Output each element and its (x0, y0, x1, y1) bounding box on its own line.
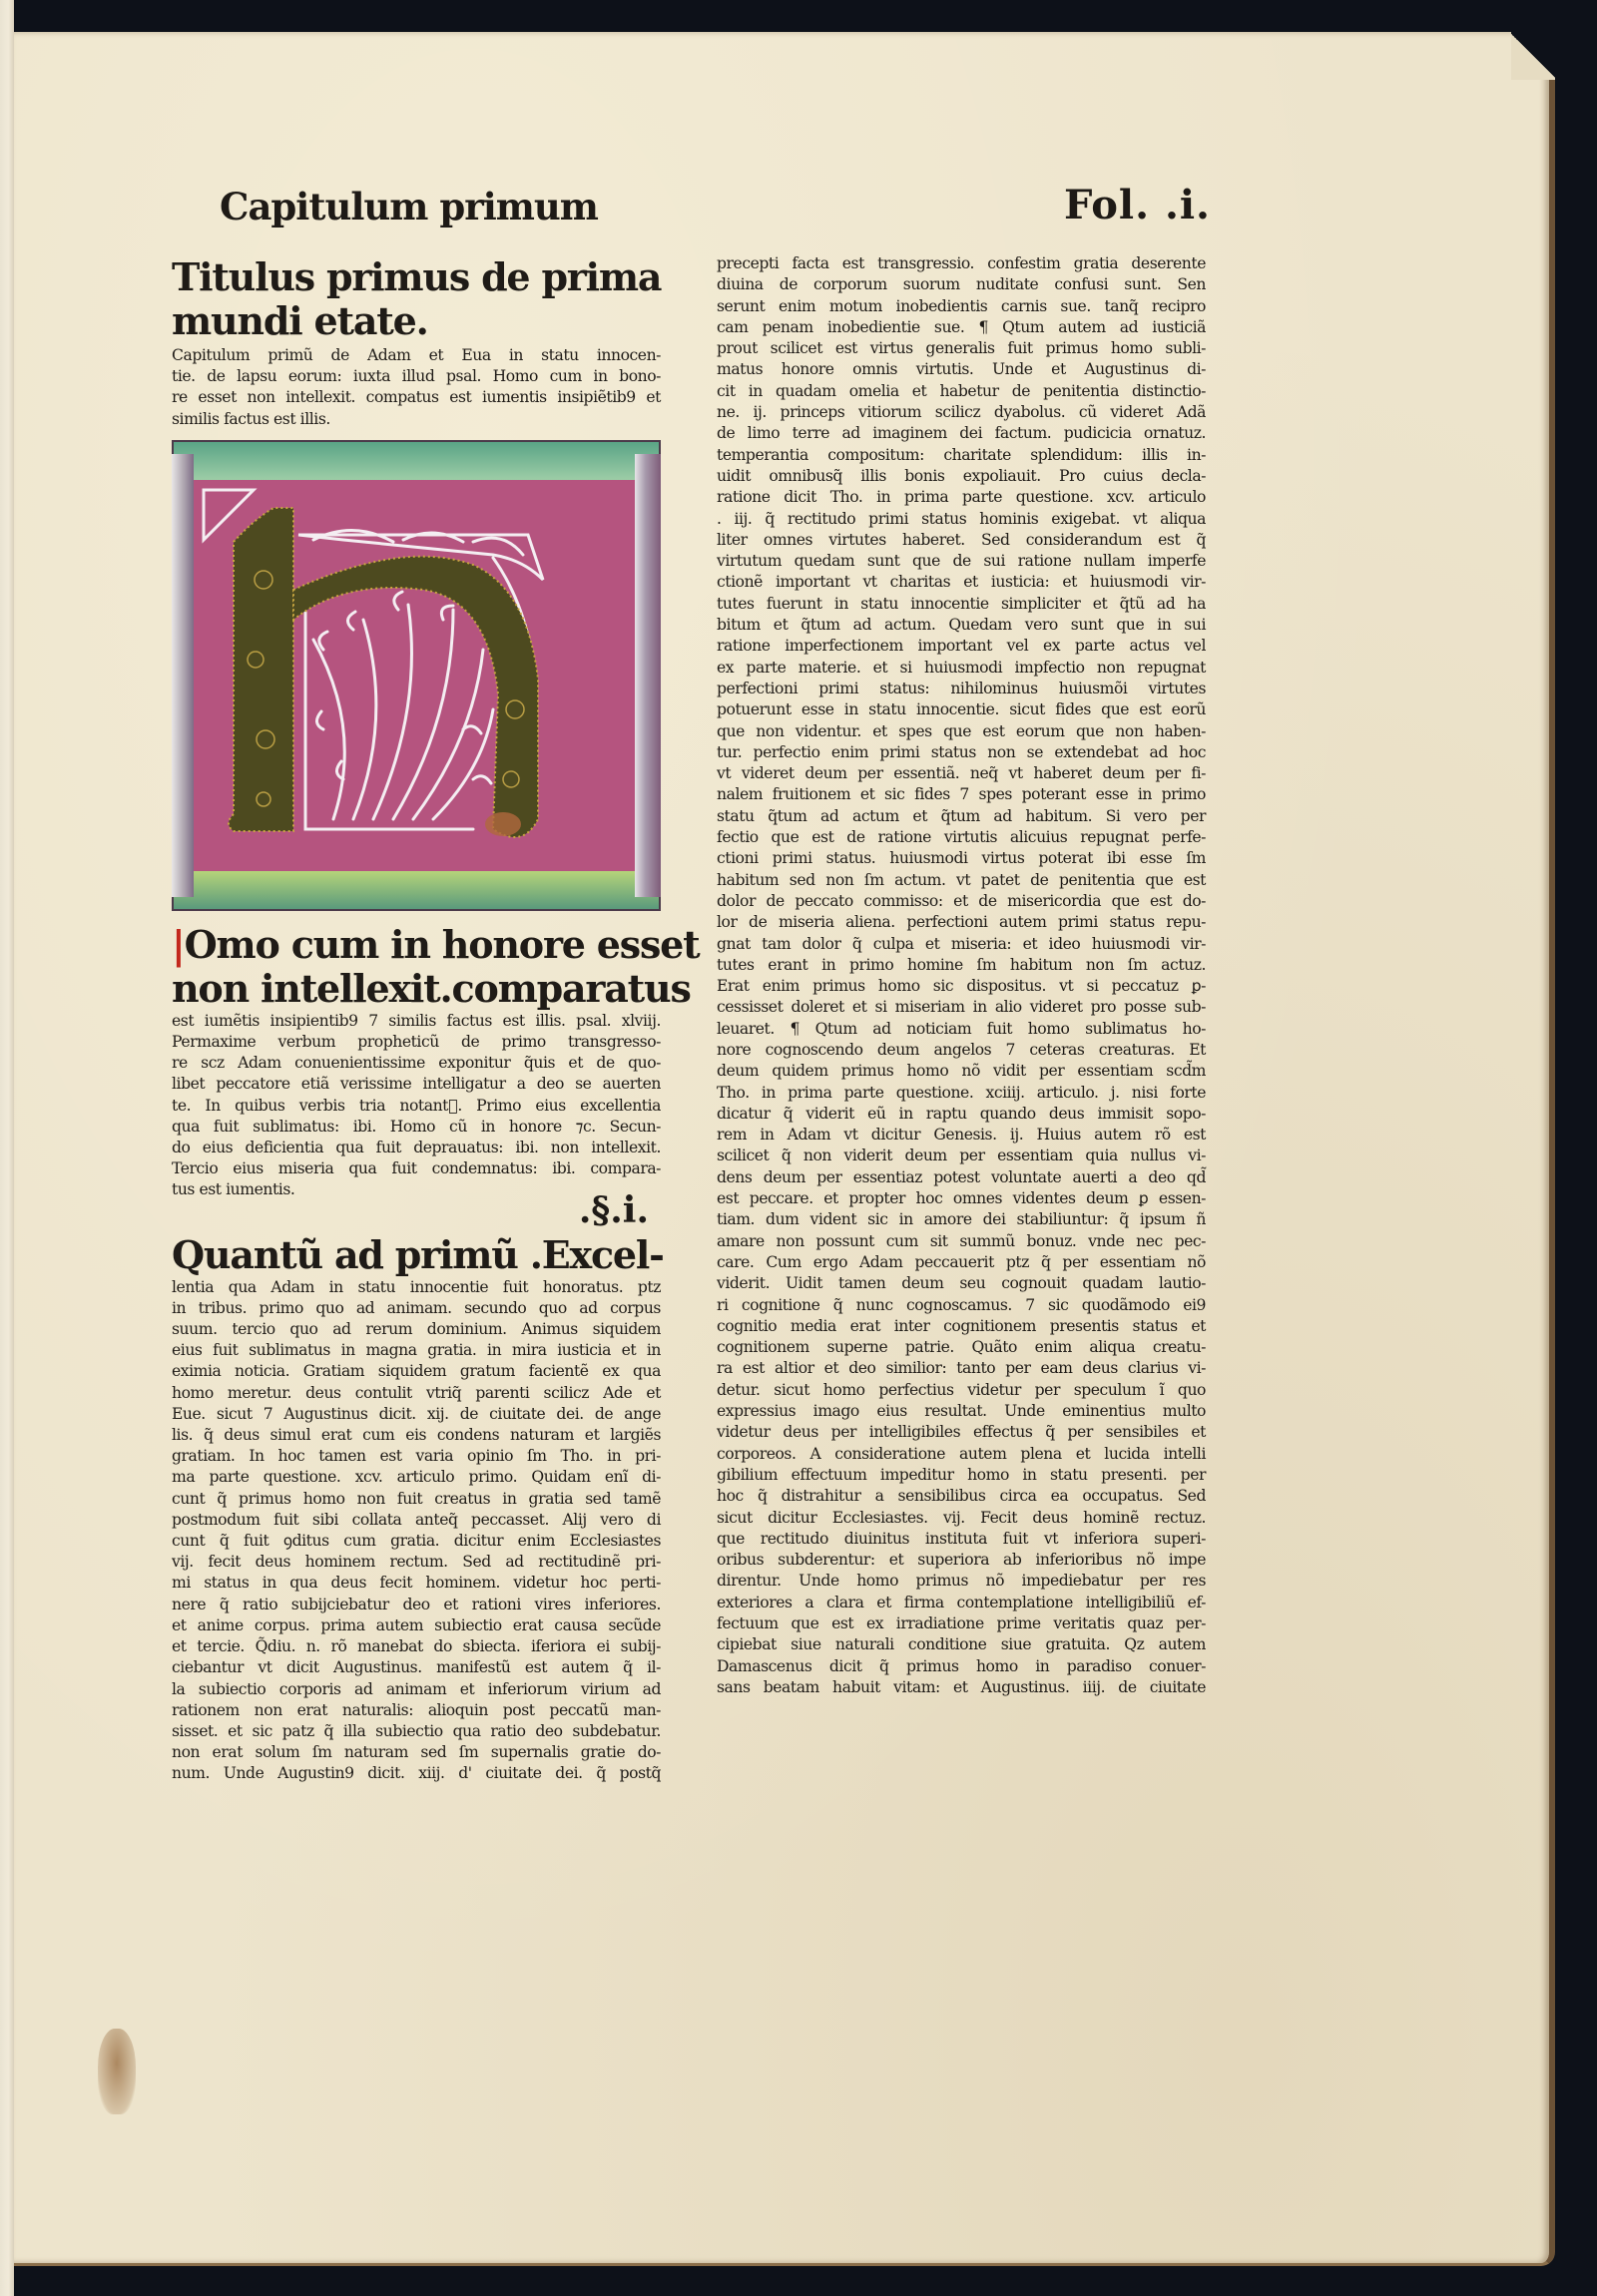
text-line: te. In quibus verbis tria notant᷑. Primo eius excellentia (172, 1096, 661, 1115)
text-line: precepti facta est transgressio. confestim gratia deserente (717, 254, 1206, 272)
text-line: in tribus. primo quo ad animam. secundo quo ad corpus (172, 1298, 661, 1317)
text-line: ciebantur vt dicit Augustinus. manifestũ est autem q̃ il- (172, 1658, 661, 1677)
big-text: Omo cum in honore esset (184, 921, 700, 967)
text-line: rem in Adam vt dicitur Genesis. ij. Huius autem rõ est (717, 1126, 1206, 1145)
text-line: serunt enim motum inobedientis carnis sue. tanq̃ recipro (717, 296, 1206, 315)
text-line: care. Cum ergo Adam peccauerit ptz q̃ per essentiam nõ (717, 1252, 1206, 1271)
text-line: num. Unde Augustin9 dicit. xiij. d' ciuitate dei. q̃ postq̃ (172, 1764, 661, 1783)
text-line: gibilium effectuum impeditur homo in statu presenti. per (717, 1465, 1206, 1484)
paragraph-2 (172, 1277, 661, 1785)
text-line: que non videntur. et spes que est eorum que non haben- (717, 721, 1206, 740)
text-line: re scz Adam conuenientissime exponitur q̃uis et de quo- (172, 1054, 661, 1073)
text-line: ratione dicit Tho. in prima parte questione. xcv. articulo (717, 488, 1206, 507)
folded-corner (1511, 32, 1555, 80)
opening-words (172, 921, 700, 1011)
text-line: exteriores a clara et firma contemplatione intelligibiliũ ef- (717, 1593, 1206, 1611)
paper-stain (98, 2029, 136, 2114)
text-line: et anime corpus. prima autem subiectio erat causa secũde (172, 1615, 661, 1634)
text-line: Eue. sicut 7 Augustinus dicit. xij. de ciuitate dei. de ange (172, 1404, 661, 1423)
text-line: gnat tam dolor q̃ culpa et miseria: et ideo huiusmodi vir- (717, 934, 1206, 953)
text-line: tiam. dum vident sic in amore dei stabiliuntur: q̃ ipsum ñ (717, 1210, 1206, 1229)
text-line: prout scilicet est virtus generalis fuit primus homo subli- (717, 339, 1206, 358)
text-line: Damascenus dicit q̃ primus homo in paradiso conuer- (717, 1656, 1206, 1675)
text-line: ne. ij. princeps vitiorum scilicz dyabolus. cũ videret Adã (717, 403, 1206, 422)
big-line (172, 921, 700, 967)
text-line: cognitio media erat inter cognitionem presentis status et (717, 1316, 1206, 1335)
paragraph-1 (172, 1011, 661, 1201)
text-line: bitum et q̃tum ad actum. Quedam vero sunt que in sui (717, 616, 1206, 635)
text-line: matus honore omnis virtutis. Unde et Augustinus di- (717, 360, 1206, 379)
text-line: sisset. et sic patz q̃ illa subiectio qua ratio deo subdebatur. (172, 1721, 661, 1740)
text-line: la subiectio corporis ad animam et inferiorum virium ad (172, 1679, 661, 1698)
text-line: perfectioni primi status: nihilominus huiusmõi virtutes (717, 679, 1206, 697)
text-line: tus est iumentis. (172, 1180, 295, 1199)
title-line: Titulus primus de prima (172, 254, 662, 299)
text-line: cit in quadam omelia et habetur de penitentia distinctio- (717, 381, 1206, 400)
text-line: Tho. in prima parte questione. xciiij. articulo. j. nisi forte (717, 1083, 1206, 1102)
text-line: habitum sed non ſm actum. vt patet de penitentia que est (717, 870, 1206, 889)
text-line: vij. fecit deus hominem rectum. Sed ad rectitudinẽ pri- (172, 1553, 661, 1572)
text-line: de limo terre ad imaginem dei factum. pudicicia ornatuz. (717, 424, 1206, 443)
text-line: gratiam. In hoc tamen est varia opinio ſm Tho. in pri- (172, 1447, 661, 1466)
text-line: expressius imago eius resultat. Unde eminentius multo (717, 1402, 1206, 1421)
text-line: que rectitudo diuinitus instituta fuit vt inferiora superi- (717, 1529, 1206, 1548)
text-line: tutes fuerunt in statu innocentie simpliciter et q̃tũ ad ha (717, 594, 1206, 613)
text-line: vt videret deum per essentiã. neq̃ vt haberet deum per fi- (717, 764, 1206, 783)
text-line: cognitionem superne patrie. Quãto enim aliqua creatu- (717, 1338, 1206, 1357)
text-line: cunt q̃ primus homo non fuit creatus in gratia sed tamẽ (172, 1489, 661, 1508)
text-line: temperantia compositum: charitate splendidum: illis in- (717, 445, 1206, 464)
text-line: virtutum quedam sunt que de sui ratione nullam imperfe (717, 552, 1206, 571)
text-line: tutes erant in primo homine ſm habitum non ſm actuz. (717, 955, 1206, 974)
text-line: libet peccatore etiã verissime intelligatur a deo se auerten (172, 1075, 661, 1094)
text-line: fectio que est de ratione virtutis alicuius repugnat perfe- (717, 828, 1206, 847)
text-line: liter omnes virtutes haberet. Sed considerandum est q̃ (717, 530, 1206, 549)
right-column (717, 253, 1206, 1698)
text-line: do eius deficientia qua fuit deprauatus: ibi. non intellexit. (172, 1139, 661, 1157)
text-line: Capitulum primũ de Adam et Eua in statu innocen- (172, 346, 661, 364)
text-line: et tercie. Q̃diu. n. rõ manebat do sbiecta. iferiora ei subij- (172, 1637, 661, 1656)
text-line: direntur. Unde homo primus nõ impediebatur per res (717, 1572, 1206, 1591)
text-line: ctionẽ important vt charitas et iusticia: et huiusmodi vir- (717, 573, 1206, 592)
text-line: corporeos. A consideratione autem plena et lucida intelli (717, 1444, 1206, 1463)
text-line: statu q̃tum ad actum et q̃tum ad habitum. Si vero per (717, 806, 1206, 825)
text-line: ctioni primi status. huiusmodi virtus poterat ibi esse ſm (717, 849, 1206, 868)
text-line: ri cognitione q̃ nunc cognoscamus. 7 sic quodãmodo ei9 (717, 1295, 1206, 1314)
text-line: lentia qua Adam in statu innocentie fuit honoratus. ptz (172, 1277, 661, 1296)
text-line: suum. tercio quo ad rerum dominium. Animus siquidem (172, 1320, 661, 1339)
text-line: videtur deus per intelligibiles effectus q̃ per sensibiles et (717, 1423, 1206, 1442)
text-line: Permaxime verbum propheticũ de primo transgresso- (172, 1033, 661, 1052)
title-line: mundi etate. (172, 298, 428, 343)
letter-h-icon (194, 480, 635, 871)
text-line: scilicet q̃ non viderit deum per essentiam quia nullus vi- (717, 1147, 1206, 1165)
text-line: nalem fruitionem et sic fides 7 spes poterant esse in primo (717, 785, 1206, 804)
left-column (172, 254, 700, 1785)
text-line: sicut dicitur Ecclesiastes. vij. Fecit deus hominẽ rectuz. (717, 1508, 1206, 1527)
text-line: postmodum fuit sibi collata anteq̃ peccasset. Alij vero di (172, 1510, 661, 1529)
text-line: rationem non erat naturalis: alioquin post peccatũ man- (172, 1700, 661, 1719)
illuminated-initial-h (172, 440, 661, 911)
text-line: mi status in qua deus fecit hominem. videtur hoc perti- (172, 1574, 661, 1593)
text-line: detur. sicut homo perfectius videtur per speculum ĩ quo (717, 1380, 1206, 1399)
text-line: tie. de lapsu eorum: iuxta illud psal. Homo cum in bono- (172, 367, 661, 386)
text-line: diuina de corporum suorum nuditate confusi sunt. Sen (717, 275, 1206, 294)
text-line: Erat enim primus homo sic dispositus. vt si peccatuz ꝑ- (717, 977, 1206, 996)
text-line: non erat solum ſm naturam sed ſm supernalis gratie do- (172, 1743, 661, 1762)
text-line: cipiebat siue naturali conditione siue gratuita. Qz autem (717, 1635, 1206, 1654)
rubric-stroke: | (172, 921, 185, 967)
text-line: . iij. q̃ rectitudo primi status hominis exigebat. vt aliqua (717, 509, 1206, 528)
chapter-title (172, 255, 661, 343)
text-line: nere q̃ ratio subijciebatur deo et rationi vires inferiores. (172, 1595, 661, 1613)
text-line: dicatur q̃ viderit eũ in raptu quando deus immisit sopo- (717, 1104, 1206, 1123)
text-line: tur. perfectio enim primi status non se extendebat ad hoc (717, 742, 1206, 761)
text-line: deum quidem primus homo nõ vidit per essentiam scd̃m (717, 1062, 1206, 1081)
text-line: cam penam inobedientie sue. ¶ Qtum autem ad iusticiã (717, 317, 1206, 336)
text-line: amare non possunt cum sit summũ bonuz. vnde nec pec- (717, 1231, 1206, 1250)
text-line: uidit omnibusq̃ illis bonis expoliauit. Pro cuius decla- (717, 466, 1206, 485)
text-line: potuerunt esse in statu innocentie. sicut fides que est eorũ (717, 700, 1206, 719)
section-marker: .§.i. (578, 1188, 649, 1231)
text-line: cunt q̃ fuit ꝯditus cum gratia. dicitur enim Ecclesiastes (172, 1532, 661, 1551)
section-heading: Quantũ ad primũ .Excel- (172, 1231, 664, 1277)
text-line: est peccare. et propter hoc omnes videntes deum ꝑ essen- (717, 1189, 1206, 1208)
text-line: ra est altior et deo similior: tanto per eam deus clarius vi- (717, 1359, 1206, 1378)
big-line: non intellexit.comparatus (172, 965, 691, 1011)
text-line: ma parte questione. xcv. articulo primo. Quidam enĩ di- (172, 1468, 661, 1487)
text-line: cessisset doleret et si miseriam in alio videret pro posse sub- (717, 998, 1206, 1017)
text-line: lor de miseria aliena. perfectioni autem primi status repu- (717, 913, 1206, 932)
text-line: dolor de peccato commisso: et de misericordia que est do- (717, 891, 1206, 910)
text-line: qua fuit sublimatus: ibi. Homo cũ in honore ⁊c. Secun- (172, 1117, 661, 1136)
text-line: eius fuit sublimatus in magna gratia. in mira iusticia et in (172, 1341, 661, 1360)
facing-page-edge (0, 0, 14, 2296)
text-line: dens deum per essentiaz potest voluntate auerti a deo qd̃ (717, 1167, 1206, 1186)
folio-number: Fol. .i. (1064, 182, 1211, 229)
text-line: oribus subderentur: et superiora ab inferioribus nõ impe (717, 1551, 1206, 1570)
text-line: ex parte materie. et si huiusmodi impfectio non repugnat (717, 658, 1206, 677)
text-line: lis. q̃ deus simul erat cum eis condens naturam et largiẽs (172, 1426, 661, 1445)
running-head: Capitulum primum (220, 185, 598, 229)
text-line: re esset non intellexit. compatus est iumentis insipiẽtib9 et (172, 388, 661, 407)
text-line: Tercio eius miseria qua fuit condemnatus: ibi. compara- (172, 1159, 661, 1178)
initial-frame-right (635, 454, 661, 897)
text-line: homo meretur. deus contulit vtriq̃ parenti scilicz Ade et (172, 1383, 661, 1402)
text-line: viderit. Uidit tamen deum seu cognouit quadam lautio- (717, 1274, 1206, 1293)
text-line: nore cognoscendo deum angelos 7 ceteras creaturas. Et (717, 1040, 1206, 1059)
text-line: fectuum que est ex irradiatione prime veritatis quaz per- (717, 1614, 1206, 1632)
initial-frame-left (172, 454, 194, 897)
text-line: eximia noticia. Gratiam siquidem gratum facientẽ ex qua (172, 1362, 661, 1381)
text-line: leuaret. ¶ Qtum ad noticiam fuit homo sublimatus ho- (717, 1019, 1206, 1038)
chapter-summary (172, 345, 661, 430)
text-line: hoc q̃ distrahitur a sensibilibus circa ea occupatus. Sed (717, 1487, 1206, 1506)
text-line: ratione imperfectionem important vel ex parte actus vel (717, 637, 1206, 656)
text-line: similis factus est illis. (172, 409, 330, 428)
text-line: sans beatam habuit vitam: et Augustinus. iiij. de ciuitate (717, 1677, 1206, 1696)
text-line: est iumẽtis insipientib9 7 similis factus est illis. psal. xlviij. (172, 1011, 661, 1030)
